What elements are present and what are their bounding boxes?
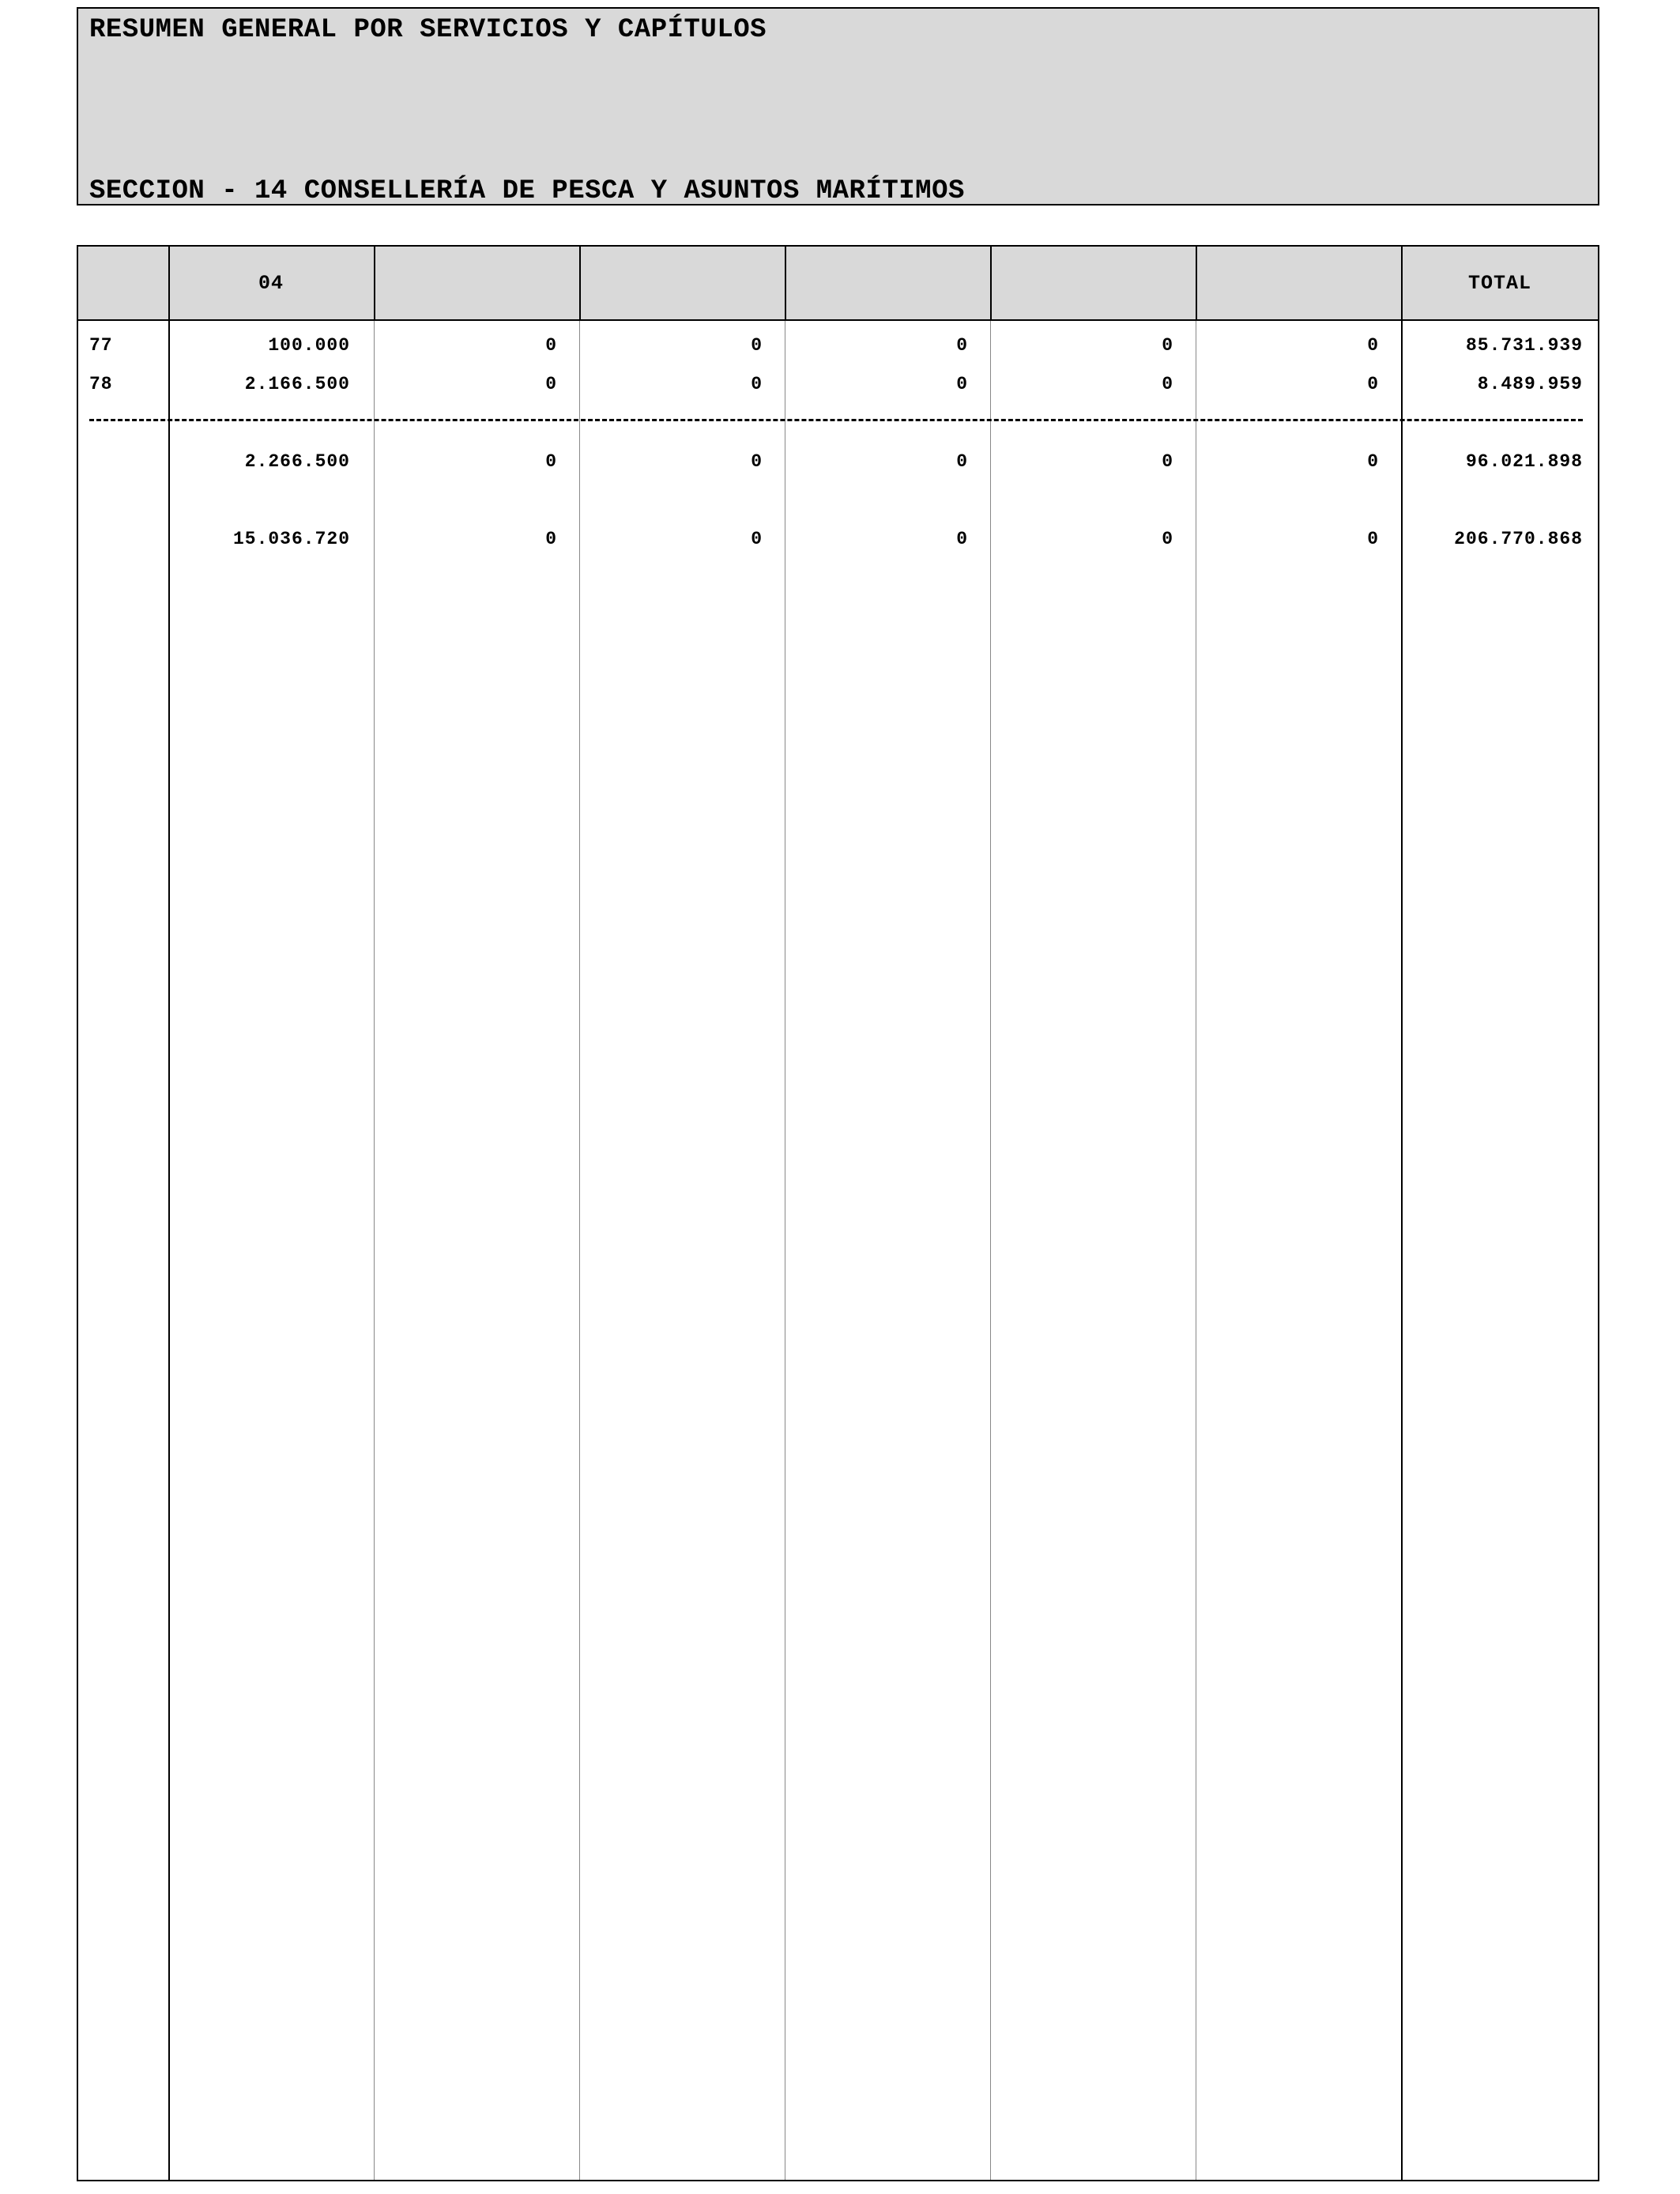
grand-total-cell: 0: [1162, 529, 1173, 549]
grand-total-cell: 0: [1367, 529, 1379, 549]
column-divider: [785, 247, 786, 321]
document-title-box: [77, 7, 1599, 205]
table-cell: 0: [545, 335, 557, 356]
table-cell-total: 8.489.959: [1477, 374, 1583, 394]
grand-total-cell: 0: [751, 529, 763, 549]
table-cell: 0: [751, 374, 763, 394]
table-cell: 100.000: [268, 335, 350, 356]
column-divider: [1196, 247, 1197, 321]
table-cell: 0: [1162, 374, 1173, 394]
header-col-04: 04: [258, 272, 284, 295]
row-label: 77: [89, 335, 113, 356]
table-cell: 0: [1367, 335, 1379, 356]
report-title: RESUMEN GENERAL POR SERVICIOS Y CAPÍTULOS: [89, 15, 767, 45]
column-divider: [990, 321, 991, 2180]
table-cell: 0: [751, 335, 763, 356]
table-cell: 0: [545, 374, 557, 394]
header-col-total: TOTAL: [1467, 272, 1531, 295]
section-title: SECCION - 14 CONSELLERÍA DE PESCA Y ASUNTOS MARÍTIMOS: [89, 176, 965, 206]
grand-total-cell-total: 206.770.868: [1454, 529, 1583, 549]
subtotal-cell: 2.266.500: [244, 451, 350, 472]
subtotal-cell: 0: [545, 451, 557, 472]
grand-total-cell: 15.036.720: [232, 529, 350, 549]
subtotal-cell: 0: [1367, 451, 1379, 472]
table-cell: 0: [1162, 335, 1173, 356]
grand-total-cell: 0: [545, 529, 557, 549]
table-cell-total: 85.731.939: [1465, 335, 1583, 356]
subtotal-cell: 0: [751, 451, 763, 472]
subtotal-cell-total: 96.021.898: [1465, 451, 1583, 472]
grand-total-cell: 0: [956, 529, 968, 549]
row-label: 78: [89, 374, 113, 394]
table-cell: 0: [956, 335, 968, 356]
summary-table: [77, 245, 1599, 2181]
column-divider: [374, 321, 375, 2180]
column-divider: [579, 247, 581, 321]
column-divider: [579, 321, 580, 2180]
table-cell: 0: [1367, 374, 1379, 394]
subtotal-cell: 0: [1162, 451, 1173, 472]
column-divider: [374, 247, 375, 321]
column-divider: [990, 247, 992, 321]
table-cell: 2.166.500: [244, 374, 350, 394]
subtotal-cell: 0: [956, 451, 968, 472]
table-cell: 0: [956, 374, 968, 394]
dashed-separator: [89, 419, 1583, 421]
